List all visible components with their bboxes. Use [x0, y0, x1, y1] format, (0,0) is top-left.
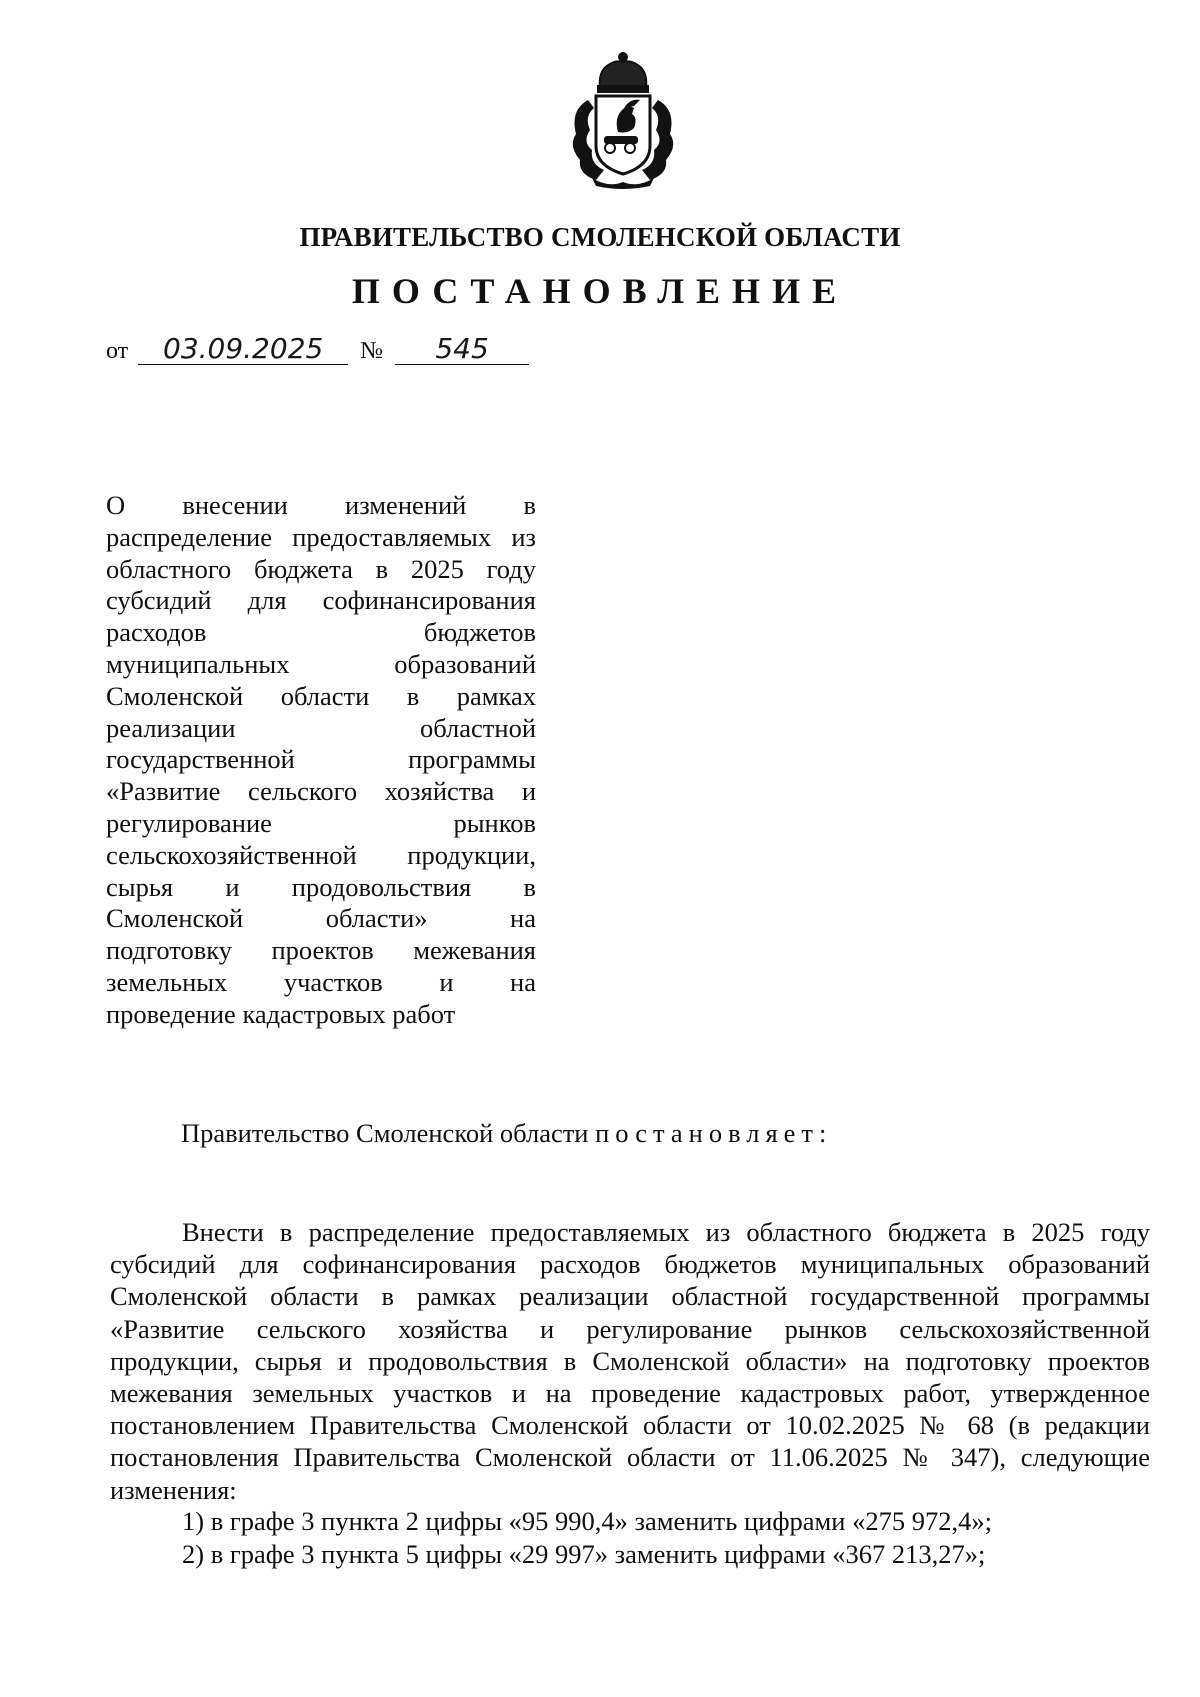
subject-line: подготовку проектов межевания — [106, 935, 536, 966]
smolensk-coat-of-arms-icon — [558, 50, 688, 190]
body-line: субсидий для софинансирования расходов бюджетов муниципальных образований — [110, 1249, 1150, 1280]
subject-line: О внесении изменений в — [106, 490, 536, 520]
subject-line: «Развитие сельского хозяйства и — [106, 776, 536, 807]
list-item: 2) в графе 3 пункта 5 цифры «29 997» заменить цифрами «367 213,27»; — [182, 1539, 986, 1569]
amendments-list — [182, 1505, 992, 1571]
document-subject — [106, 490, 536, 1031]
number-label: № — [360, 338, 384, 364]
date-label: от — [106, 338, 129, 364]
body-line: изменения: — [110, 1474, 237, 1505]
subject-line: сырья и продовольствия в — [106, 871, 536, 902]
subject-line: Смоленской области в рамках — [106, 680, 536, 711]
body-line: Внести в распределение предоставляемых из областного бюджета в 2025 году — [182, 1217, 1150, 1247]
preamble-text: Правительство Смоленской области — [181, 1118, 596, 1148]
body-line: продукции, сырья и продовольствия в Смоленской области» на подготовку проектов — [110, 1345, 1150, 1376]
body-line: постановлением Правительства Смоленской области от 10.02.2025 № 68 (в редакции — [110, 1410, 1150, 1441]
body-line: «Развитие сельского хозяйства и регулирование рынков сельскохозяйственной — [110, 1313, 1150, 1344]
body-line: постановления Правительства Смоленской области от 11.06.2025 № 347), следующие — [110, 1442, 1150, 1473]
list-item: 1) в графе 3 пункта 2 цифры «95 990,4» заменить цифрами «275 972,4»; — [182, 1506, 992, 1536]
subject-line: областного бюджета в 2025 году — [106, 553, 536, 584]
date-field: 03.09.2025 — [138, 334, 348, 365]
subject-line: проведение кадастровых работ — [106, 998, 456, 1029]
body-line: межевания земельных участков и на проведение кадастровых работ, утвержденное — [110, 1378, 1150, 1409]
subject-line: государственной программы — [106, 744, 536, 775]
document-type-title: ПОСТАНОВЛЕНИЕ — [351, 271, 849, 311]
preamble-verb: постановляет: — [595, 1118, 833, 1148]
issuing-authority: ПРАВИТЕЛЬСТВО СМОЛЕНСКОЙ ОБЛАСТИ — [299, 222, 901, 252]
subject-line: сельскохозяйственной продукции, — [106, 839, 536, 870]
body-line: Смоленской области в рамках реализации областной государственной программы — [110, 1281, 1150, 1312]
date-number-line — [106, 334, 529, 365]
preamble — [181, 1118, 832, 1149]
subject-line: расходов бюджетов — [106, 617, 536, 648]
subject-line: регулирование рынков — [106, 807, 536, 838]
subject-line: муниципальных образований — [106, 648, 536, 679]
subject-line: Смоленской области» на — [106, 903, 536, 934]
subject-line: распределение предоставляемых из — [106, 521, 536, 552]
subject-line: реализации областной — [106, 712, 536, 743]
operative-paragraph — [110, 1216, 1150, 1506]
subject-line: земельных участков и на — [106, 966, 536, 997]
subject-line: субсидий для софинансирования — [106, 585, 536, 616]
number-field: 545 — [395, 334, 529, 365]
